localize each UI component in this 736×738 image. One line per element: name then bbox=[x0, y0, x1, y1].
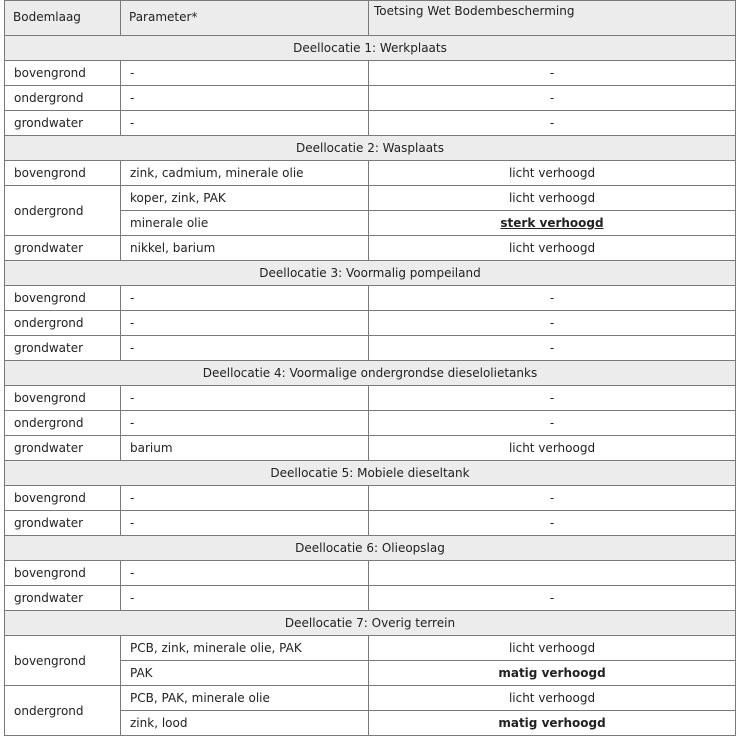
table-row bbox=[5, 586, 736, 611]
result-cell bbox=[369, 561, 736, 586]
parameter-cell: barium bbox=[121, 436, 369, 461]
section-row bbox=[5, 261, 736, 286]
layer-cell: grondwater bbox=[5, 336, 121, 361]
result-cell bbox=[369, 311, 736, 336]
table-row bbox=[5, 336, 736, 361]
table-row bbox=[5, 636, 736, 661]
layer-cell: grondwater bbox=[5, 111, 121, 136]
header-row bbox=[5, 1, 736, 36]
section-title: Deellocatie 7: Overig terrein bbox=[5, 611, 736, 636]
result-cell bbox=[369, 436, 736, 461]
layer-cell: bovengrond bbox=[5, 286, 121, 311]
result-cell bbox=[369, 486, 736, 511]
table-row bbox=[5, 686, 736, 711]
header-assessment: Toetsing Wet Bodembescherming bbox=[369, 1, 736, 36]
result-text: - bbox=[549, 341, 555, 355]
section-row bbox=[5, 536, 736, 561]
parameter-cell: - bbox=[121, 561, 369, 586]
table-row bbox=[5, 186, 736, 211]
parameter-cell: - bbox=[121, 286, 369, 311]
layer-cell: grondwater bbox=[5, 436, 121, 461]
table-row bbox=[5, 286, 736, 311]
parameter-cell: koper, zink, PAK bbox=[121, 186, 369, 211]
result-text: licht verhoogd bbox=[508, 166, 596, 180]
table-row bbox=[5, 61, 736, 86]
section-row bbox=[5, 136, 736, 161]
result-text: - bbox=[549, 516, 555, 530]
section-row bbox=[5, 36, 736, 61]
result-text: - bbox=[549, 316, 555, 330]
result-text: licht verhoogd bbox=[508, 641, 596, 655]
layer-cell: bovengrond bbox=[5, 486, 121, 511]
result-cell bbox=[369, 586, 736, 611]
parameter-cell: PAK bbox=[121, 661, 369, 686]
layer-cell: bovengrond bbox=[5, 61, 121, 86]
result-text: matig verhoogd bbox=[498, 716, 606, 730]
result-cell bbox=[369, 186, 736, 211]
result-cell bbox=[369, 236, 736, 261]
parameter-cell: zink, cadmium, minerale olie bbox=[121, 161, 369, 186]
layer-cell: grondwater bbox=[5, 236, 121, 261]
result-cell bbox=[369, 511, 736, 536]
table-row bbox=[5, 236, 736, 261]
result-cell bbox=[369, 286, 736, 311]
parameter-cell: - bbox=[121, 486, 369, 511]
parameter-cell: - bbox=[121, 311, 369, 336]
layer-cell: ondergrond bbox=[5, 686, 121, 736]
table-body bbox=[5, 36, 736, 736]
layer-cell: ondergrond bbox=[5, 411, 121, 436]
layer-cell: ondergrond bbox=[5, 86, 121, 111]
table-row bbox=[5, 411, 736, 436]
result-text: - bbox=[549, 91, 555, 105]
result-text: matig verhoogd bbox=[498, 666, 606, 680]
section-row bbox=[5, 361, 736, 386]
result-cell bbox=[369, 61, 736, 86]
result-text: - bbox=[549, 416, 555, 430]
table-row bbox=[5, 436, 736, 461]
result-cell bbox=[369, 211, 736, 236]
section-title: Deellocatie 5: Mobiele dieseltank bbox=[5, 461, 736, 486]
layer-cell: bovengrond bbox=[5, 561, 121, 586]
layer-cell: ondergrond bbox=[5, 186, 121, 236]
table-row bbox=[5, 386, 736, 411]
result-cell bbox=[369, 711, 736, 736]
section-title: Deellocatie 4: Voormalige ondergrondse dieselolietanks bbox=[5, 361, 736, 386]
result-text: sterk verhoogd bbox=[500, 216, 604, 230]
result-cell bbox=[369, 411, 736, 436]
section-title: Deellocatie 1: Werkplaats bbox=[5, 36, 736, 61]
section-row bbox=[5, 461, 736, 486]
table-row bbox=[5, 111, 736, 136]
layer-cell: grondwater bbox=[5, 511, 121, 536]
result-cell bbox=[369, 386, 736, 411]
layer-cell: grondwater bbox=[5, 586, 121, 611]
parameter-cell: minerale olie bbox=[121, 211, 369, 236]
parameter-cell: - bbox=[121, 386, 369, 411]
layer-cell: bovengrond bbox=[5, 636, 121, 686]
header-layer: Bodemlaag bbox=[5, 1, 121, 36]
parameter-cell: PCB, PAK, minerale olie bbox=[121, 686, 369, 711]
parameter-cell: - bbox=[121, 586, 369, 611]
parameter-cell: - bbox=[121, 111, 369, 136]
table-row bbox=[5, 511, 736, 536]
result-cell bbox=[369, 636, 736, 661]
section-row bbox=[5, 611, 736, 636]
table-row bbox=[5, 486, 736, 511]
result-cell bbox=[369, 661, 736, 686]
result-text: - bbox=[549, 391, 555, 405]
result-cell bbox=[369, 161, 736, 186]
parameter-cell: - bbox=[121, 86, 369, 111]
result-text: - bbox=[549, 491, 555, 505]
layer-cell: bovengrond bbox=[5, 386, 121, 411]
section-title: Deellocatie 2: Wasplaats bbox=[5, 136, 736, 161]
parameter-cell: - bbox=[121, 411, 369, 436]
header-parameter: Parameter* bbox=[121, 1, 369, 36]
result-text: - bbox=[549, 116, 555, 130]
parameter-cell: nikkel, barium bbox=[121, 236, 369, 261]
result-text: licht verhoogd bbox=[508, 691, 596, 705]
result-cell bbox=[369, 86, 736, 111]
result-cell bbox=[369, 336, 736, 361]
result-text: - bbox=[549, 66, 555, 80]
layer-cell: bovengrond bbox=[5, 161, 121, 186]
result-text: licht verhoogd bbox=[508, 441, 596, 455]
soil-assessment-table bbox=[4, 0, 736, 736]
table-row bbox=[5, 86, 736, 111]
parameter-cell: zink, lood bbox=[121, 711, 369, 736]
layer-cell: ondergrond bbox=[5, 311, 121, 336]
parameter-cell: - bbox=[121, 61, 369, 86]
result-text: - bbox=[549, 291, 555, 305]
section-title: Deellocatie 6: Olieopslag bbox=[5, 536, 736, 561]
parameter-cell: - bbox=[121, 511, 369, 536]
result-cell bbox=[369, 111, 736, 136]
result-text: - bbox=[549, 591, 555, 605]
section-title: Deellocatie 3: Voormalig pompeiland bbox=[5, 261, 736, 286]
result-cell bbox=[369, 686, 736, 711]
table-row bbox=[5, 561, 736, 586]
result-text: licht verhoogd bbox=[508, 191, 596, 205]
table-row bbox=[5, 161, 736, 186]
table-row bbox=[5, 311, 736, 336]
parameter-cell: - bbox=[121, 336, 369, 361]
result-text: licht verhoogd bbox=[508, 241, 596, 255]
parameter-cell: PCB, zink, minerale olie, PAK bbox=[121, 636, 369, 661]
